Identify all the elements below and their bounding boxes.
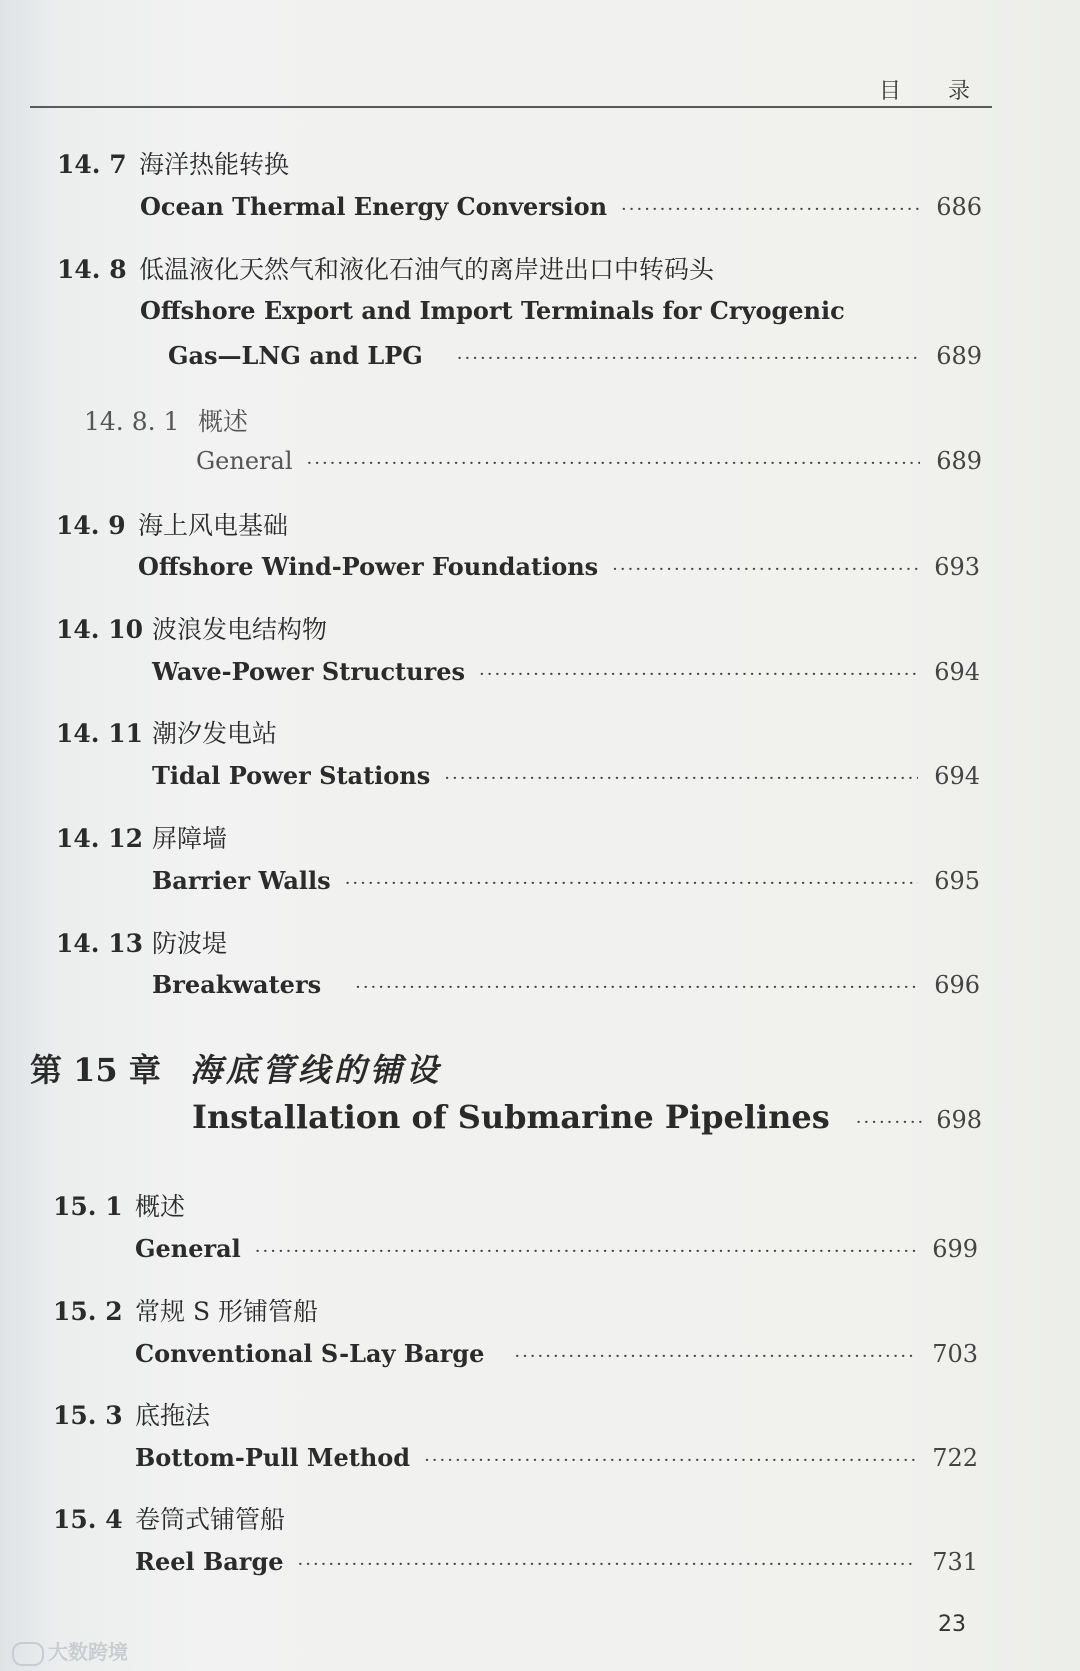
toc-entry-cn	[56, 714, 277, 750]
page-ref: 696	[934, 971, 980, 999]
section-title-en: Reel Barge	[135, 1547, 284, 1576]
section-title-en-cont: Gas—LNG and LPG	[168, 341, 423, 370]
section-number: 14. 7	[57, 150, 127, 179]
running-header: 目 录	[879, 79, 990, 104]
section-title-cn: 海上风电基础	[138, 511, 289, 540]
toc-entry-cn	[57, 250, 714, 286]
page-ref: 698	[936, 1106, 982, 1134]
section-number: 15. 4	[53, 1505, 123, 1534]
section-number: 15. 3	[53, 1401, 123, 1430]
chapter-number: 第 15 章	[30, 1051, 161, 1089]
chapter-title-cn: 海底管线的铺设	[190, 1051, 443, 1089]
toc-entry-en[interactable]	[135, 1547, 978, 1576]
section-number: 15. 1	[53, 1192, 123, 1221]
page-ref: 722	[932, 1444, 978, 1472]
watermark-logo-icon	[12, 1642, 44, 1666]
page-ref: 693	[934, 553, 980, 581]
toc-subentry-en[interactable]	[196, 447, 982, 475]
section-title-cn: 海洋热能转换	[139, 150, 290, 179]
section-title-en: Bottom-Pull Method	[135, 1443, 411, 1472]
section-title-en: Tidal Power Stations	[152, 761, 431, 790]
section-number: 14. 11	[56, 719, 143, 748]
dot-leader	[307, 453, 921, 474]
section-number: 14. 8	[57, 255, 127, 284]
toc-entry-cn	[57, 145, 289, 181]
section-number: 14. 9	[56, 511, 126, 540]
page-ref: 699	[932, 1235, 978, 1263]
subsection-number: 14. 8. 1	[84, 407, 180, 436]
dot-leader	[345, 873, 918, 894]
toc-entry-cn	[53, 1500, 285, 1536]
section-title-cn: 防波堤	[152, 929, 228, 958]
dot-leader	[514, 1346, 916, 1367]
section-number: 15. 2	[53, 1297, 123, 1326]
toc-entry-en[interactable]	[168, 341, 982, 370]
toc-entry-en[interactable]	[135, 1443, 978, 1472]
section-title-cn: 常规 S 形铺管船	[135, 1297, 319, 1326]
dot-leader	[444, 768, 918, 789]
page-number: 23	[938, 1612, 966, 1637]
dot-leader	[621, 199, 920, 220]
toc-entry-cn	[56, 610, 327, 646]
section-title-cn: 屏障墙	[152, 824, 228, 853]
toc-entry-en[interactable]	[135, 1339, 978, 1368]
toc-entry-cn	[53, 1292, 318, 1328]
page-ref: 686	[936, 193, 982, 221]
section-title-en: Breakwaters	[152, 970, 322, 999]
toc-entry-cn	[53, 1187, 185, 1223]
dot-leader	[424, 1450, 916, 1471]
subsection-title-en: General	[196, 447, 293, 475]
toc-entry-en[interactable]	[138, 552, 980, 581]
watermark-text: 大数跨境	[48, 1640, 128, 1664]
dot-leader	[355, 977, 918, 998]
page-ref: 731	[932, 1548, 978, 1576]
dot-leader	[479, 664, 918, 685]
section-title-en: Wave-Power Structures	[152, 657, 466, 686]
section-title-cn: 底拖法	[135, 1401, 211, 1430]
section-number: 14. 13	[56, 929, 143, 958]
toc-entry-en[interactable]	[152, 761, 980, 790]
toc-entry-cn	[56, 506, 288, 542]
section-title-en: Offshore Export and Import Terminals for Cryogenic	[140, 296, 845, 325]
page-ref: 689	[936, 447, 982, 475]
section-title-en: Conventional S-Lay Barge	[135, 1339, 485, 1368]
toc-entry-en-line1[interactable]	[140, 296, 940, 325]
page-ref: 703	[932, 1340, 978, 1368]
page-ref: 694	[934, 762, 980, 790]
toc-entry-cn	[56, 819, 227, 855]
section-title-en: General	[135, 1234, 241, 1263]
dot-leader	[612, 559, 918, 580]
toc-entry-en[interactable]	[152, 866, 980, 895]
toc-entry-cn	[56, 924, 227, 960]
subsection-title-cn: 概述	[198, 407, 249, 436]
section-title-en: Ocean Thermal Energy Conversion	[140, 192, 608, 221]
section-number: 14. 10	[56, 615, 143, 644]
section-title-cn: 卷筒式铺管船	[135, 1505, 286, 1534]
page-ref: 694	[934, 658, 980, 686]
page-ref: 689	[936, 342, 982, 370]
section-title-cn: 低温液化天然气和液化石油气的离岸进出口中转码头	[139, 255, 715, 284]
toc-entry-en[interactable]	[135, 1234, 978, 1263]
toc-entry-cn	[53, 1396, 210, 1432]
chapter-heading-cn	[30, 1045, 442, 1091]
section-title-cn: 概述	[135, 1192, 186, 1221]
section-title-cn: 潮汐发电站	[152, 719, 278, 748]
dot-leader	[457, 348, 920, 369]
toc-entry-en[interactable]	[152, 970, 980, 999]
toc-entry-en[interactable]	[140, 192, 982, 221]
dot-leader	[856, 1112, 922, 1133]
toc-subentry-cn	[84, 402, 248, 438]
section-title-cn: 波浪发电结构物	[152, 615, 328, 644]
dot-leader	[255, 1241, 916, 1262]
chapter-heading-en[interactable]	[192, 1098, 982, 1136]
watermark	[12, 1636, 128, 1666]
chapter-title-en: Installation of Submarine Pipelines	[192, 1098, 830, 1136]
section-title-en: Offshore Wind-Power Foundations	[138, 552, 599, 581]
toc-entry-en[interactable]	[152, 657, 980, 686]
section-title-en: Barrier Walls	[152, 866, 331, 895]
section-number: 14. 12	[56, 824, 143, 853]
dot-leader	[298, 1554, 917, 1575]
page-ref: 695	[934, 867, 980, 895]
